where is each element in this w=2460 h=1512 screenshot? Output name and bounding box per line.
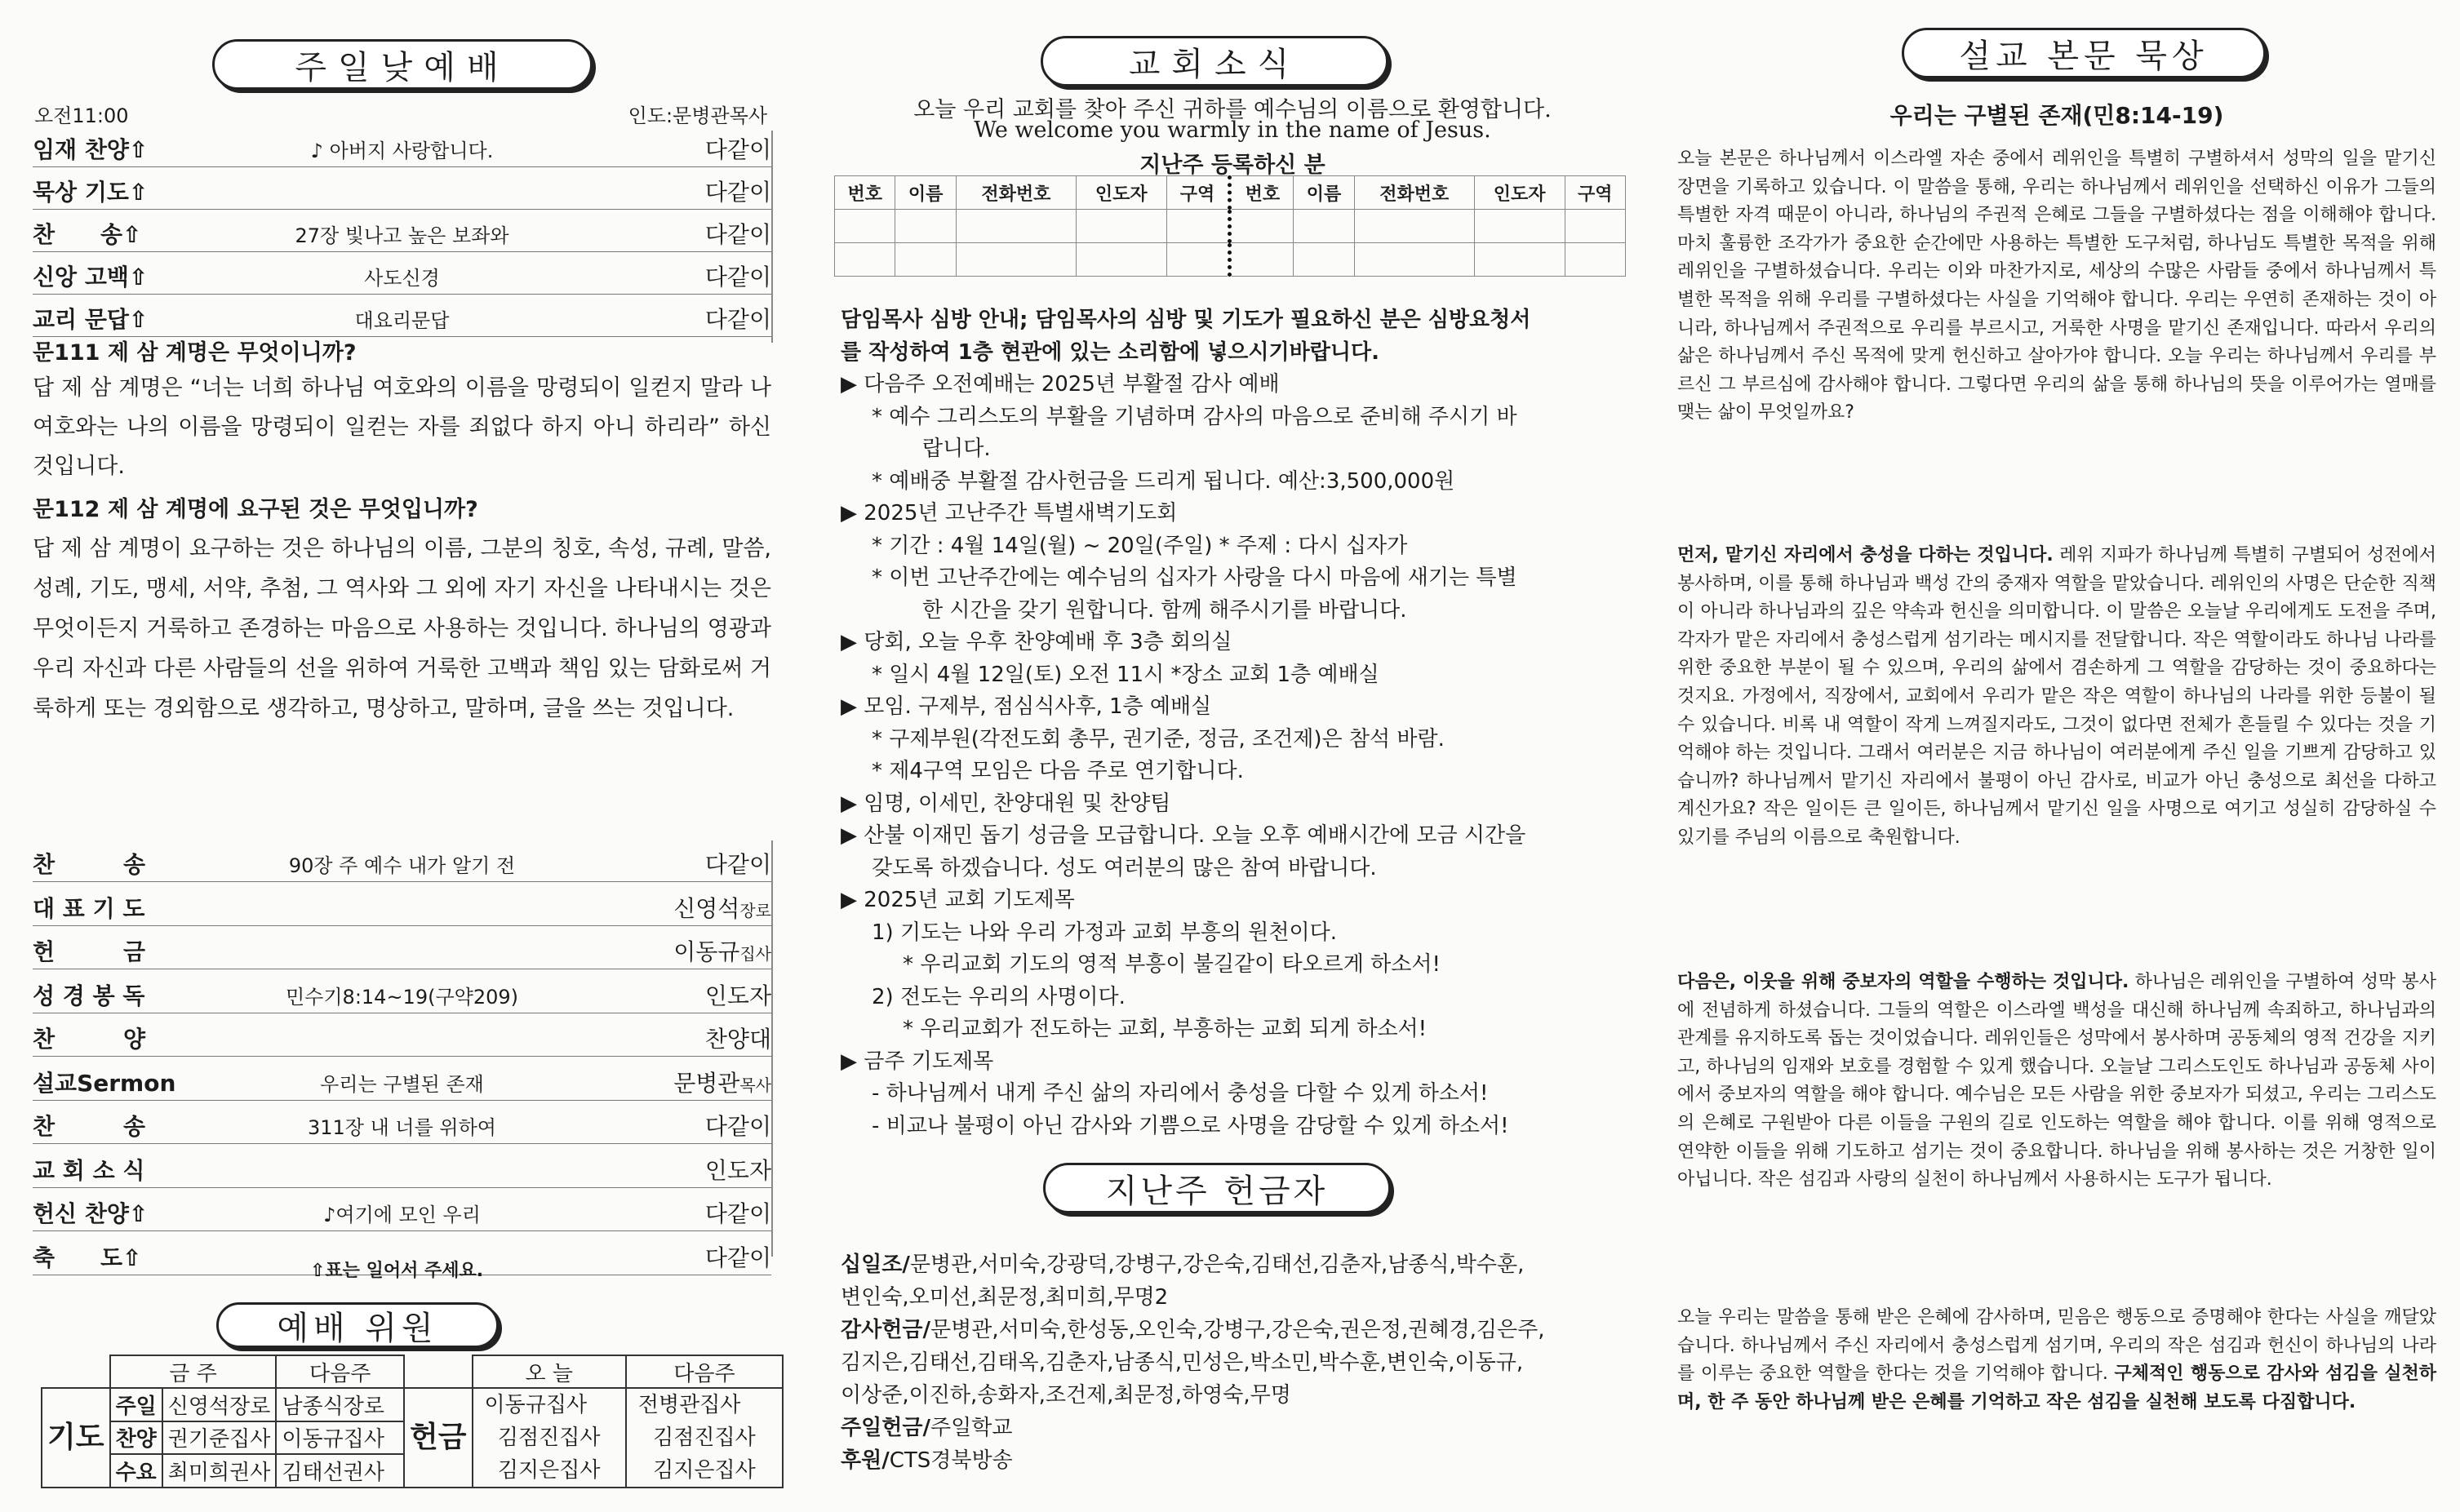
service-title: ♪ 아버지 사랑합니다. — [310, 140, 494, 162]
service-leader: 다같이 — [704, 306, 771, 333]
news-item: 한 시간을 갖기 원합니다. 함께 해주시기를 바랍니다. — [922, 597, 1407, 623]
news-heading: 교회소식 — [1041, 36, 1388, 86]
news-item: * 기간 : 4월 14일(월) ~ 20일(주일) * 주제 : 다시 십자가 — [872, 533, 1408, 558]
news-item: 1) 기도는 나와 우리 가정과 교회 부흥의 원천이다. — [872, 920, 1338, 945]
service-label: 묵상 기도⇧ — [33, 179, 149, 206]
duty-head-next: 다음주 — [626, 1355, 783, 1388]
service-title: 우리는 구별된 존재 — [320, 1072, 484, 1096]
service-row — [33, 215, 771, 252]
service-leader: 인도자 — [704, 1156, 771, 1184]
service-row — [33, 1195, 771, 1231]
donors-heading: 지난주 헌금자 — [1043, 1163, 1391, 1213]
service-label: 신앙 고백⇧ — [33, 264, 149, 290]
registration-col-6: 이름 — [1294, 176, 1354, 210]
worship-heading: 주일낮예배 — [212, 39, 593, 90]
service-row — [33, 1064, 771, 1101]
donor-line: 십일조/문병관,서미숙,강광덕,강병구,강은숙,김태선,김춘자,남종식,박수훈, — [841, 1253, 1525, 1277]
news-item: * 예수 그리스도의 부활을 기념하며 감사의 마음으로 준비해 주시기 바 — [872, 404, 1517, 429]
service-leader: 문병관목사 — [673, 1069, 771, 1097]
service-leader: 다같이 — [704, 136, 771, 163]
service-row — [33, 258, 771, 295]
sermon-subtitle: 우리는 구별된 존재(민8:14-19) — [1889, 102, 2224, 129]
news-item: - 비교나 불평이 아닌 감사와 기쁨으로 사명을 감당할 수 있게 하소서! — [872, 1113, 1509, 1138]
news-item: ▶ 다음주 오전예배는 2025년 부활절 감사 예배 — [841, 372, 1280, 397]
service-leader: 이동규집사 — [673, 938, 771, 965]
service-row — [33, 933, 771, 969]
news-item: * 우리교회가 전도하는 교회, 부흥하는 교회 되게 하소서! — [903, 1017, 1428, 1041]
registration-cell — [1565, 210, 1625, 243]
service-label: 설교Sermon — [33, 1069, 176, 1097]
sermon-paragraph-1: 오늘 본문은 하나님께서 이스라엘 자손 중에서 레위인을 특별히 구별하셔서 성막의 일을 맡기신 장면을 기록하고 있습니다. 이 말씀을 통해, 우리는 하나님께서 레위인을 선택하신 이유가 그들의 특별한 자격 때문이 아니라, 하나님의 주권적 은혜로 그들을 구별하셨다는 점을 이해해야 합니다. 마치 훌륭한 조각가가 중요한 순간에만 사용하는 특별한 도구처럼, 하나님도 특별한 목적을 위해 레위인을 구별하셨습니다. 우리는 이와 마찬가지로, 세상의 수많은 사람들 중에서 하나님께서 특별한 목적을 위해 우리를 구별하셨다는 사실을 기억해야 합니다. 우리는 우연히 존재하는 것이 아니라, 하나님께서 주권적으로 우리를 부르시고, 거룩한 사명을 맡기신 존재입니다. 따라서 우리의 삶은 하나님께서 주신 목적에 맞게 헌신하고 살아가야 합니다. 오늘 우리는 하나님께서 우리를 부르신 그 부르심에 감사해야 합니다. 그렇다면 우리의 삶을 통해 하나님의 뜻을 이루어가는 열매를 맺는 삶이 무엇일까요? — [1677, 149, 2436, 423]
duty-side-offering: 헌금 — [404, 1388, 473, 1488]
registration-cell — [1230, 210, 1294, 243]
service-label: 찬 송 — [33, 851, 146, 878]
service-row — [33, 131, 771, 167]
duty-head-next-week: 다음주 — [276, 1355, 404, 1388]
registration-cell — [895, 243, 956, 277]
duty-this: 최미희권사 — [162, 1454, 277, 1488]
service-label: 교 회 소 식 — [33, 1156, 145, 1184]
worship-time: 오전11:00 — [34, 104, 129, 127]
service-title: 27장 빛나고 높은 보좌와 — [295, 224, 509, 247]
duty-svc: 수요 — [110, 1454, 162, 1488]
registration-cell — [1076, 210, 1166, 243]
donor-line: 변인숙,오미선,최문정,최미희,무명2 — [841, 1285, 1169, 1310]
service-label: 성 경 봉 독 — [33, 982, 145, 1009]
sermon-heading: 설교 본문 묵상 — [1902, 28, 2266, 78]
catechism-question-111: 문111 제 삼 계명은 무엇이니까? — [33, 340, 357, 366]
service-label: 찬 송⇧ — [33, 221, 142, 248]
donor-line: 이상준,이진하,송화자,조건제,최문정,하영숙,무명 — [841, 1383, 1291, 1408]
news-item: * 구제부원(각전도회 총무, 권기준, 정금, 조건제)은 참석 바람. — [872, 726, 1445, 752]
news-item: ▶ 산불 이재민 돕기 성금을 모급합니다. 오늘 오후 예배시간에 모금 시간을 — [841, 823, 1526, 848]
duty-next: 남종식장로 — [276, 1388, 404, 1421]
service-row — [33, 889, 771, 926]
registration-cell — [1565, 243, 1625, 277]
service-title: 311장 내 너를 위하여 — [308, 1116, 496, 1139]
news-item: ▶ 임명, 이세민, 찬양대원 및 찬양팀 — [841, 791, 1171, 816]
service-title: 사도신경 — [364, 267, 440, 290]
welcome-korean: 오늘 우리 교회를 찾아 주신 귀하를 예수님의 이름으로 환영합니다. — [913, 97, 1552, 122]
duty-offering-today: 이동규집사 김점진집사 김지은집사 — [473, 1388, 626, 1488]
registration-cell — [1230, 243, 1294, 277]
news-item: ▶ 2025년 교회 기도제목 — [841, 888, 1075, 912]
donor-line: 감사헌금/문병관,서미숙,한성동,오인숙,강병구,강은숙,권은정,권혜경,김은주, — [841, 1318, 1545, 1342]
service-row — [33, 845, 771, 882]
registration-cell — [835, 210, 895, 243]
service-row — [33, 1107, 771, 1144]
registration-table — [834, 175, 1626, 277]
duty-heading: 예배 위원 — [216, 1302, 499, 1348]
service-title: ♪여기에 모인 우리 — [323, 1204, 481, 1226]
service-leader: 다같이 — [704, 221, 771, 248]
news-item: * 우리교회 기도의 영적 부흥이 불길같이 타오르게 하소서! — [903, 952, 1441, 977]
service-leader: 다같이 — [704, 1244, 771, 1271]
catechism-answer-111: 답 제 삼 계명은 “너는 너희 하나님 여호와의 이름을 망령되이 일컫지 말라 나 여호와는 나의 이름을 망령되이 일컫는 자를 죄없다 하지 아니 하리라” 하신 것입니다. — [33, 375, 771, 479]
service-label: 헌신 찬양⇧ — [33, 1200, 149, 1227]
news-item: - 하나님께서 내게 주신 삶의 자리에서 충성을 다할 수 있게 하소서! — [872, 1081, 1489, 1106]
news-item: ▶ 당회, 오늘 우후 찬양예배 후 3층 회의실 — [841, 630, 1232, 654]
news-column — [833, 0, 1632, 1512]
registration-cell — [835, 243, 895, 277]
service-label: 헌 금 — [33, 938, 146, 965]
registration-col-5: 번호 — [1230, 176, 1294, 210]
service-row — [33, 300, 771, 337]
registration-col-8: 인도자 — [1474, 176, 1565, 210]
service-leader: 찬양대 — [704, 1026, 771, 1053]
service-title: 민수기8:14~19(구약209) — [286, 985, 518, 1009]
registration-cell — [895, 210, 956, 243]
catechism-question-112: 문112 제 삼 계명에 요구된 것은 무엇입니까? — [33, 497, 478, 522]
duty-this: 권기준집사 — [162, 1421, 277, 1455]
news-item: 2) 전도는 우리의 사명이다. — [872, 984, 1126, 1009]
service-row — [33, 1151, 771, 1188]
news-item: 를 작성하여 1층 현관에 있는 소리함에 넣으시기바랍니다. — [841, 339, 1379, 365]
registration-cell — [956, 243, 1076, 277]
service-label: 찬 양 — [33, 1026, 146, 1053]
worship-column — [24, 0, 784, 1512]
registration-cell — [1354, 210, 1474, 243]
duty-svc: 찬양 — [110, 1421, 162, 1455]
service-leader: 신영석장로 — [673, 894, 771, 922]
news-item: 담임목사 심방 안내; 담임목사의 심방 및 기도가 필요하신 분은 심방요청서 — [841, 308, 1531, 332]
news-item: * 일시 4월 12일(토) 오전 11시 *장소 교회 1층 예배실 — [872, 662, 1379, 687]
news-item: * 이번 고난주간에는 예수님의 십자가 사랑을 다시 마음에 새기는 특별 — [872, 565, 1517, 590]
donor-line: 후원/CTS경북방송 — [841, 1448, 1013, 1473]
service-leader: 다같이 — [704, 264, 771, 290]
welcome-english: We welcome you warmly in the name of Jesus. — [974, 118, 1491, 143]
registration-cell — [956, 210, 1076, 243]
duty-this: 신영석장로 — [162, 1388, 277, 1421]
service-row — [33, 977, 771, 1013]
registration-col-0: 번호 — [835, 176, 895, 210]
sermon-column — [1669, 0, 2444, 1512]
donors-list — [841, 1248, 1628, 1477]
registration-col-2: 전화번호 — [956, 176, 1076, 210]
news-item: 갖도록 하겠습니다. 성도 여러분의 많은 참여 바랍니다. — [872, 855, 1377, 880]
catechism-answer-112: 답 제 삼 계명이 요구하는 것은 하나님의 이름, 그분의 칭호, 속성, 규례, 말씀, 성례, 기도, 맹세, 서약, 추첨, 그 역사와 그 외에 자기 자신을 나타내시는 것은 무엇이든지 거룩하고 존경하는 마음으로 사용하는 것입니다. 하나님의 영광과 우리 자신과 다른 사람들의 선을 위하여 거룩한 고백과 책임 있는 담화로써 거룩하게 또는 경외함으로 생각하고, 명상하고, 말하며, 글을 쓰는 것입니다. — [33, 536, 771, 721]
service-label: 축 도⇧ — [33, 1244, 142, 1271]
service-row — [33, 1020, 771, 1057]
news-item: 랍니다. — [922, 437, 991, 461]
service-leader: 다같이 — [704, 1113, 771, 1140]
registration-col-7: 전화번호 — [1354, 176, 1474, 210]
news-item: ▶ 2025년 고난주간 특별새벽기도회 — [841, 501, 1178, 525]
stand-note: ⇧표는 일어서 주세요. — [310, 1261, 484, 1281]
registration-col-1: 이름 — [895, 176, 956, 210]
news-list — [841, 304, 1628, 1142]
duty-table — [41, 1355, 784, 1488]
news-item: * 예배중 부활절 감사헌금을 드리게 됩니다. 예산:3,500,000원 — [872, 468, 1455, 494]
duty-offering-next: 전병관집사 김점진집사 김지은집사 — [626, 1388, 783, 1488]
worship-leader: 인도:문병관목사 — [628, 104, 767, 127]
service-row — [33, 173, 771, 210]
duty-side-prayer: 기도 — [42, 1388, 110, 1488]
registration-cell — [1354, 243, 1474, 277]
duty-head-this-week: 금 주 — [110, 1355, 277, 1388]
registration-cell — [1076, 243, 1166, 277]
registration-col-3: 인도자 — [1076, 176, 1166, 210]
service-title: 90장 주 예수 내가 알기 전 — [288, 854, 516, 877]
service-leader: 인도자 — [704, 982, 771, 1009]
news-item: * 제4구역 모임은 다음 주로 연기합니다. — [872, 759, 1244, 783]
news-item: ▶ 금주 기도제목 — [841, 1049, 994, 1074]
service-title: 대요리문답 — [354, 309, 450, 332]
sermon-paragraph-3: 다음은, 이웃을 위해 중보자의 역할을 수행하는 것입니다. 하나님은 레위인을 구별하여 성막 봉사에 전념하게 하셨습니다. 그들의 역할은 이스라엘 백성을 대신해 하나님께 속죄하고, 하나님과의 관계를 유지하도록 돕는 것이었습니다. 레위인들은 성막에서 봉사하며 공동체의 영적 건강을 지키고, 하나님의 임재와 보호를 경험할 수 있게 했습니다. 오늘날 그리스도인도 하나님과 공동체 사이에서 중보자의 역할을 해야 합니다. 예수님은 모든 사람을 위한 중보자가 되셨고, 우리는 그리스도의 은혜로 구원받아 다른 이들을 구원의 길로 인도하는 역할을 해야 합니다. 이를 위해 영적으로 연약한 이들을 위해 기도하고 섬기는 것이 중요합니다. 하나님을 위해 봉사하는 것은 거창한 일이 아닙니다. 작은 섬김과 사랑의 실천이 하나님께서 사용하시는 도구가 됩니다. — [1677, 972, 2437, 1191]
duty-svc: 주일 — [110, 1388, 162, 1421]
registration-cell — [1474, 243, 1565, 277]
right-rule-bottom — [771, 840, 773, 1257]
registration-cell — [1474, 210, 1565, 243]
news-item: ▶ 모임. 구제부, 점심식사후, 1층 예배실 — [841, 694, 1212, 719]
registration-col-4: 구역 — [1166, 176, 1230, 210]
donor-line: 주일헌금/주일학교 — [841, 1416, 1013, 1440]
registration-title: 지난주 등록하신 분 — [1139, 153, 1325, 178]
registration-cell — [1294, 243, 1354, 277]
duty-next: 이동규집사 — [276, 1421, 404, 1455]
service-label: 대 표 기 도 — [33, 894, 145, 922]
duty-head-today: 오 늘 — [473, 1355, 626, 1388]
service-leader: 다같이 — [704, 179, 771, 206]
right-rule-top — [771, 131, 773, 343]
service-label: 교리 문답⇧ — [33, 306, 149, 333]
duty-next: 김태선권사 — [276, 1454, 404, 1488]
service-leader: 다같이 — [704, 851, 771, 878]
donor-line: 김지은,김태선,김태옥,김춘자,남종식,민성은,박소민,박수훈,변인숙,이동규, — [841, 1350, 1524, 1375]
registration-cell — [1294, 210, 1354, 243]
service-label: 임재 찬양⇧ — [33, 136, 149, 163]
registration-cell — [1166, 210, 1230, 243]
service-leader: 다같이 — [704, 1200, 771, 1227]
registration-col-9: 구역 — [1565, 176, 1625, 210]
registration-cell — [1166, 243, 1230, 277]
sermon-paragraph-2: 먼저, 맡기신 자리에서 충성을 다하는 것입니다. 레위 지파가 하나님께 특별히 구별되어 성전에서 봉사하며, 이를 통해 하나님과 백성 간의 중재자 역할을 맡았습니다. 레위인의 사명은 단순한 직책이 아니라 하나님과의 깊은 약속과 헌신을 의미합니다. 이 말씀은 오늘날 우리에게도 도전을 주며, 각자가 맡은 자리에서 충성스럽게 섬기라는 메시지를 전달합니다. 작은 역할이라도 하나님 나라를 위한 중요한 부분이 될 수 있으며, 우리의 삶에서 겸손하게 그 역할을 감당하는 것이 중요하다는 것지요. 가정에서, 직장에서, 교회에서 우리가 맡은 작은 역할이 하나님의 나라를 위한 등불이 될 수 있습니다. 비록 내 역할이 작게 느껴질지라도, 그것이 없다면 전체가 흔들릴 수 있다는 것을 기억해야 하는 것입니다. 그래서 여러분은 지금 하나님이 여러분에게 주신 일을 기쁘게 감당하고 있습니까? 하나님께서 맡기신 자리에서 불평이 아닌 감사로, 비교가 아닌 충성으로 최선을 다하고 계신가요? 작은 일이든 큰 일이든, 하나님께서 맡기신 일을 사명으로 여기고 성실히 감당하실 수 있기를 주님의 이름으로 축원합니다. — [1677, 545, 2436, 848]
sermon-paragraph-4: 오늘 우리는 말씀을 통해 받은 은혜에 감사하며, 믿음은 행동으로 증명해야 한다는 사실을 깨달았습니다. 하나님께서 주신 자리에서 충성스럽게 섬기며, 우리의 작은 섬김과 헌신이 하나님의 나라를 이루는 중요한 역할을 한다는 것을 기억해야 합니다. 구체적인 행동으로 감사와 섬김을 실천하며, 한 주 동안 하나님께 받은 은혜를 기억하고 작은 섬김을 실천해 보도록 다짐합니다. — [1677, 1307, 2436, 1412]
service-label: 찬 송 — [33, 1113, 146, 1140]
